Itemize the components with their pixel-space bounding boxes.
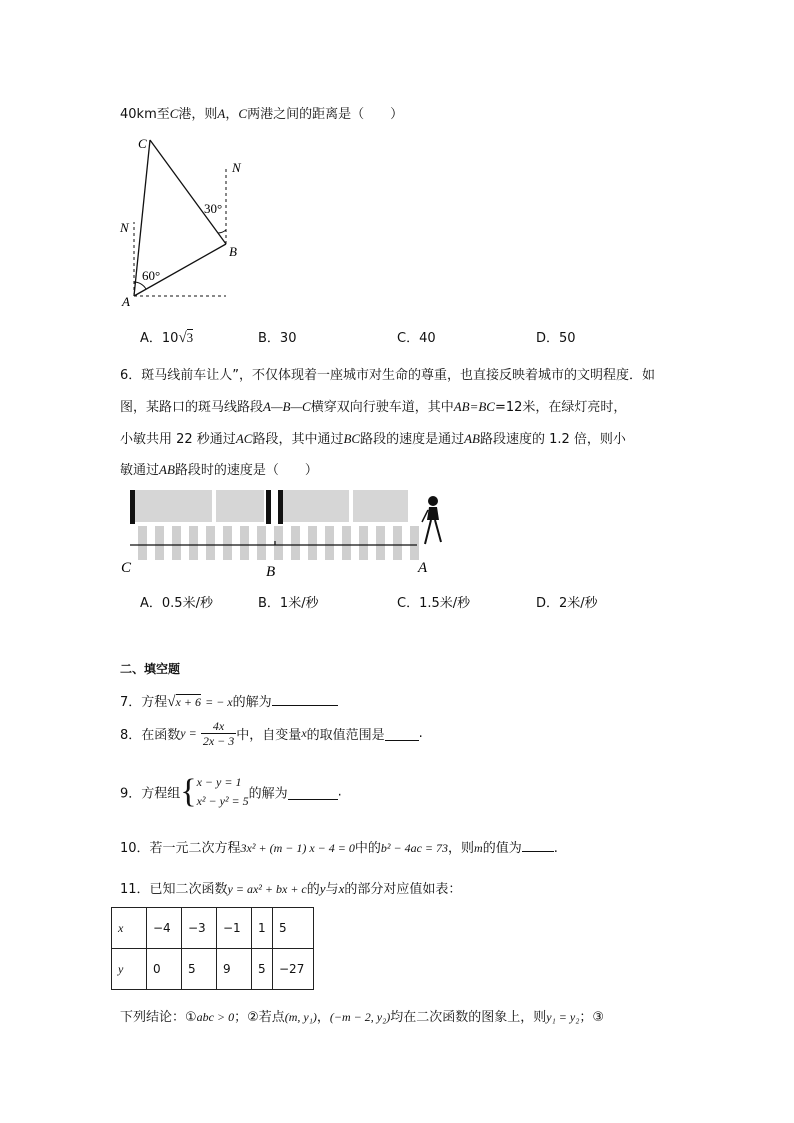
q11-stem: 11．已知二次函数y = ax² + bx + c的y与x的部分对应值如表： bbox=[120, 881, 462, 897]
crosswalk-stripe bbox=[240, 526, 249, 560]
q11-conclusions: 下列结论：①abc > 0；②若点(m, y₁)，(−m − 2, y₂)均在二次函数的图象上，则y₁ = y₂；③ bbox=[120, 1010, 605, 1025]
label-a: A bbox=[122, 294, 130, 309]
crosswalk-stripe bbox=[376, 526, 385, 560]
table-cell: 5 bbox=[273, 908, 314, 949]
q5-option-c[interactable]: C．40 bbox=[397, 331, 436, 346]
crosswalk-stripe bbox=[155, 526, 164, 560]
table-cell: 1 bbox=[252, 908, 273, 949]
q6-option-b[interactable]: B．1米/秒 bbox=[258, 596, 319, 611]
lane-marker bbox=[278, 490, 283, 524]
q6-option-a[interactable]: A．0.5米/秒 bbox=[140, 596, 213, 611]
section-title: 二、填空题 bbox=[120, 662, 181, 676]
q6-option-d[interactable]: D．2米/秒 bbox=[536, 596, 598, 611]
table-cell: 5 bbox=[182, 949, 217, 990]
q5-option-d[interactable]: D．50 bbox=[536, 331, 576, 346]
q10-answer-blank[interactable] bbox=[522, 837, 554, 852]
crosswalk-stripe bbox=[223, 526, 232, 560]
q11-value-table bbox=[111, 907, 314, 990]
crosswalk-stripe bbox=[172, 526, 181, 560]
q5-option-b[interactable]: B．30 bbox=[258, 331, 297, 346]
angle-label-60: 60° bbox=[142, 268, 161, 283]
crosswalk-stripe bbox=[138, 526, 147, 560]
lane-marker bbox=[130, 490, 135, 524]
crosswalk-stripe bbox=[291, 526, 300, 560]
table-cell: 0 bbox=[147, 949, 182, 990]
label-b: B bbox=[229, 244, 237, 259]
crosswalk-block bbox=[281, 490, 349, 522]
table-row bbox=[112, 908, 314, 949]
q7: 7．方程√x + 6 = − x的解为 bbox=[120, 691, 338, 711]
table-cell: y bbox=[112, 949, 147, 990]
crosswalk-stripe bbox=[189, 526, 198, 560]
table-cell: 5 bbox=[252, 949, 273, 990]
q5-stem: 40km至C港，则A，C两港之间的距离是（ ） bbox=[120, 106, 404, 122]
crosswalk-stripe bbox=[308, 526, 317, 560]
q5-option-a[interactable]: A．10√3 bbox=[140, 330, 194, 346]
q8: 8．在函数y = $\frac{4x}{2x - 3}$ 中，自变量x的取值范围是 . bbox=[120, 719, 423, 748]
crosswalk-block bbox=[134, 490, 212, 522]
q6-line-4: 敏通过AB路段时的速度是（ ） bbox=[120, 462, 318, 478]
line-cb bbox=[150, 140, 226, 244]
q10: 10．若一元二次方程3x² + (m − 1) x − 4 = 0中的b² − 4ac = 73，则m的值为 . bbox=[120, 837, 558, 856]
crosswalk-stripe bbox=[325, 526, 334, 560]
table-cell: x bbox=[112, 908, 147, 949]
crosswalk-stripe bbox=[410, 526, 419, 560]
q6-crosswalk-figure bbox=[115, 488, 455, 583]
table-cell: 9 bbox=[217, 949, 252, 990]
table-cell: −4 bbox=[147, 908, 182, 949]
crosswalk-stripe bbox=[206, 526, 215, 560]
q9-answer-blank[interactable] bbox=[288, 785, 338, 800]
q6-line-1: 6．斑马线前车让人”，不仅体现着一座城市对生命的尊重，也直接反映着城市的文明程度．如 bbox=[120, 368, 656, 383]
lane-marker bbox=[266, 490, 271, 524]
label-b: B bbox=[266, 564, 276, 580]
table-cell: −3 bbox=[182, 908, 217, 949]
table-row bbox=[112, 949, 314, 990]
crosswalk-block bbox=[216, 490, 264, 522]
table-cell: −1 bbox=[217, 908, 252, 949]
q8-answer-blank[interactable] bbox=[385, 726, 419, 741]
angle-label-30: 30° bbox=[204, 201, 223, 216]
crosswalk-stripe bbox=[257, 526, 266, 560]
label-c: C bbox=[121, 560, 132, 576]
label-n1: N bbox=[120, 220, 129, 235]
label-a: A bbox=[418, 560, 428, 576]
label-c: C bbox=[138, 136, 147, 151]
angle-arc-30 bbox=[218, 230, 226, 233]
crosswalk-stripe bbox=[359, 526, 368, 560]
table-cell: −27 bbox=[273, 949, 314, 990]
q6-option-c[interactable]: C．1.5米/秒 bbox=[397, 596, 471, 611]
q6-line-3: 小敏共用 22 秒通过AC路段，其中通过BC路段的速度是通过AB路段速度的 1.2 倍，则小 bbox=[120, 431, 626, 447]
crosswalk-stripe bbox=[342, 526, 351, 560]
pedestrian-icon bbox=[422, 496, 441, 544]
q9: 9．方程组{ x − y = 1 x² − y² = 5 的解为 . bbox=[120, 773, 342, 810]
q7-answer-blank[interactable] bbox=[272, 691, 338, 706]
label-n2: N bbox=[232, 160, 241, 175]
crosswalk-stripe bbox=[393, 526, 402, 560]
q6-line-2: 图，某路口的斑马线路段A—B—C横穿双向行驶车道，其中AB=BC=12米，在绿灯亮时， bbox=[120, 399, 627, 415]
crosswalk-block bbox=[353, 490, 408, 522]
q5-triangle-figure bbox=[110, 128, 260, 313]
